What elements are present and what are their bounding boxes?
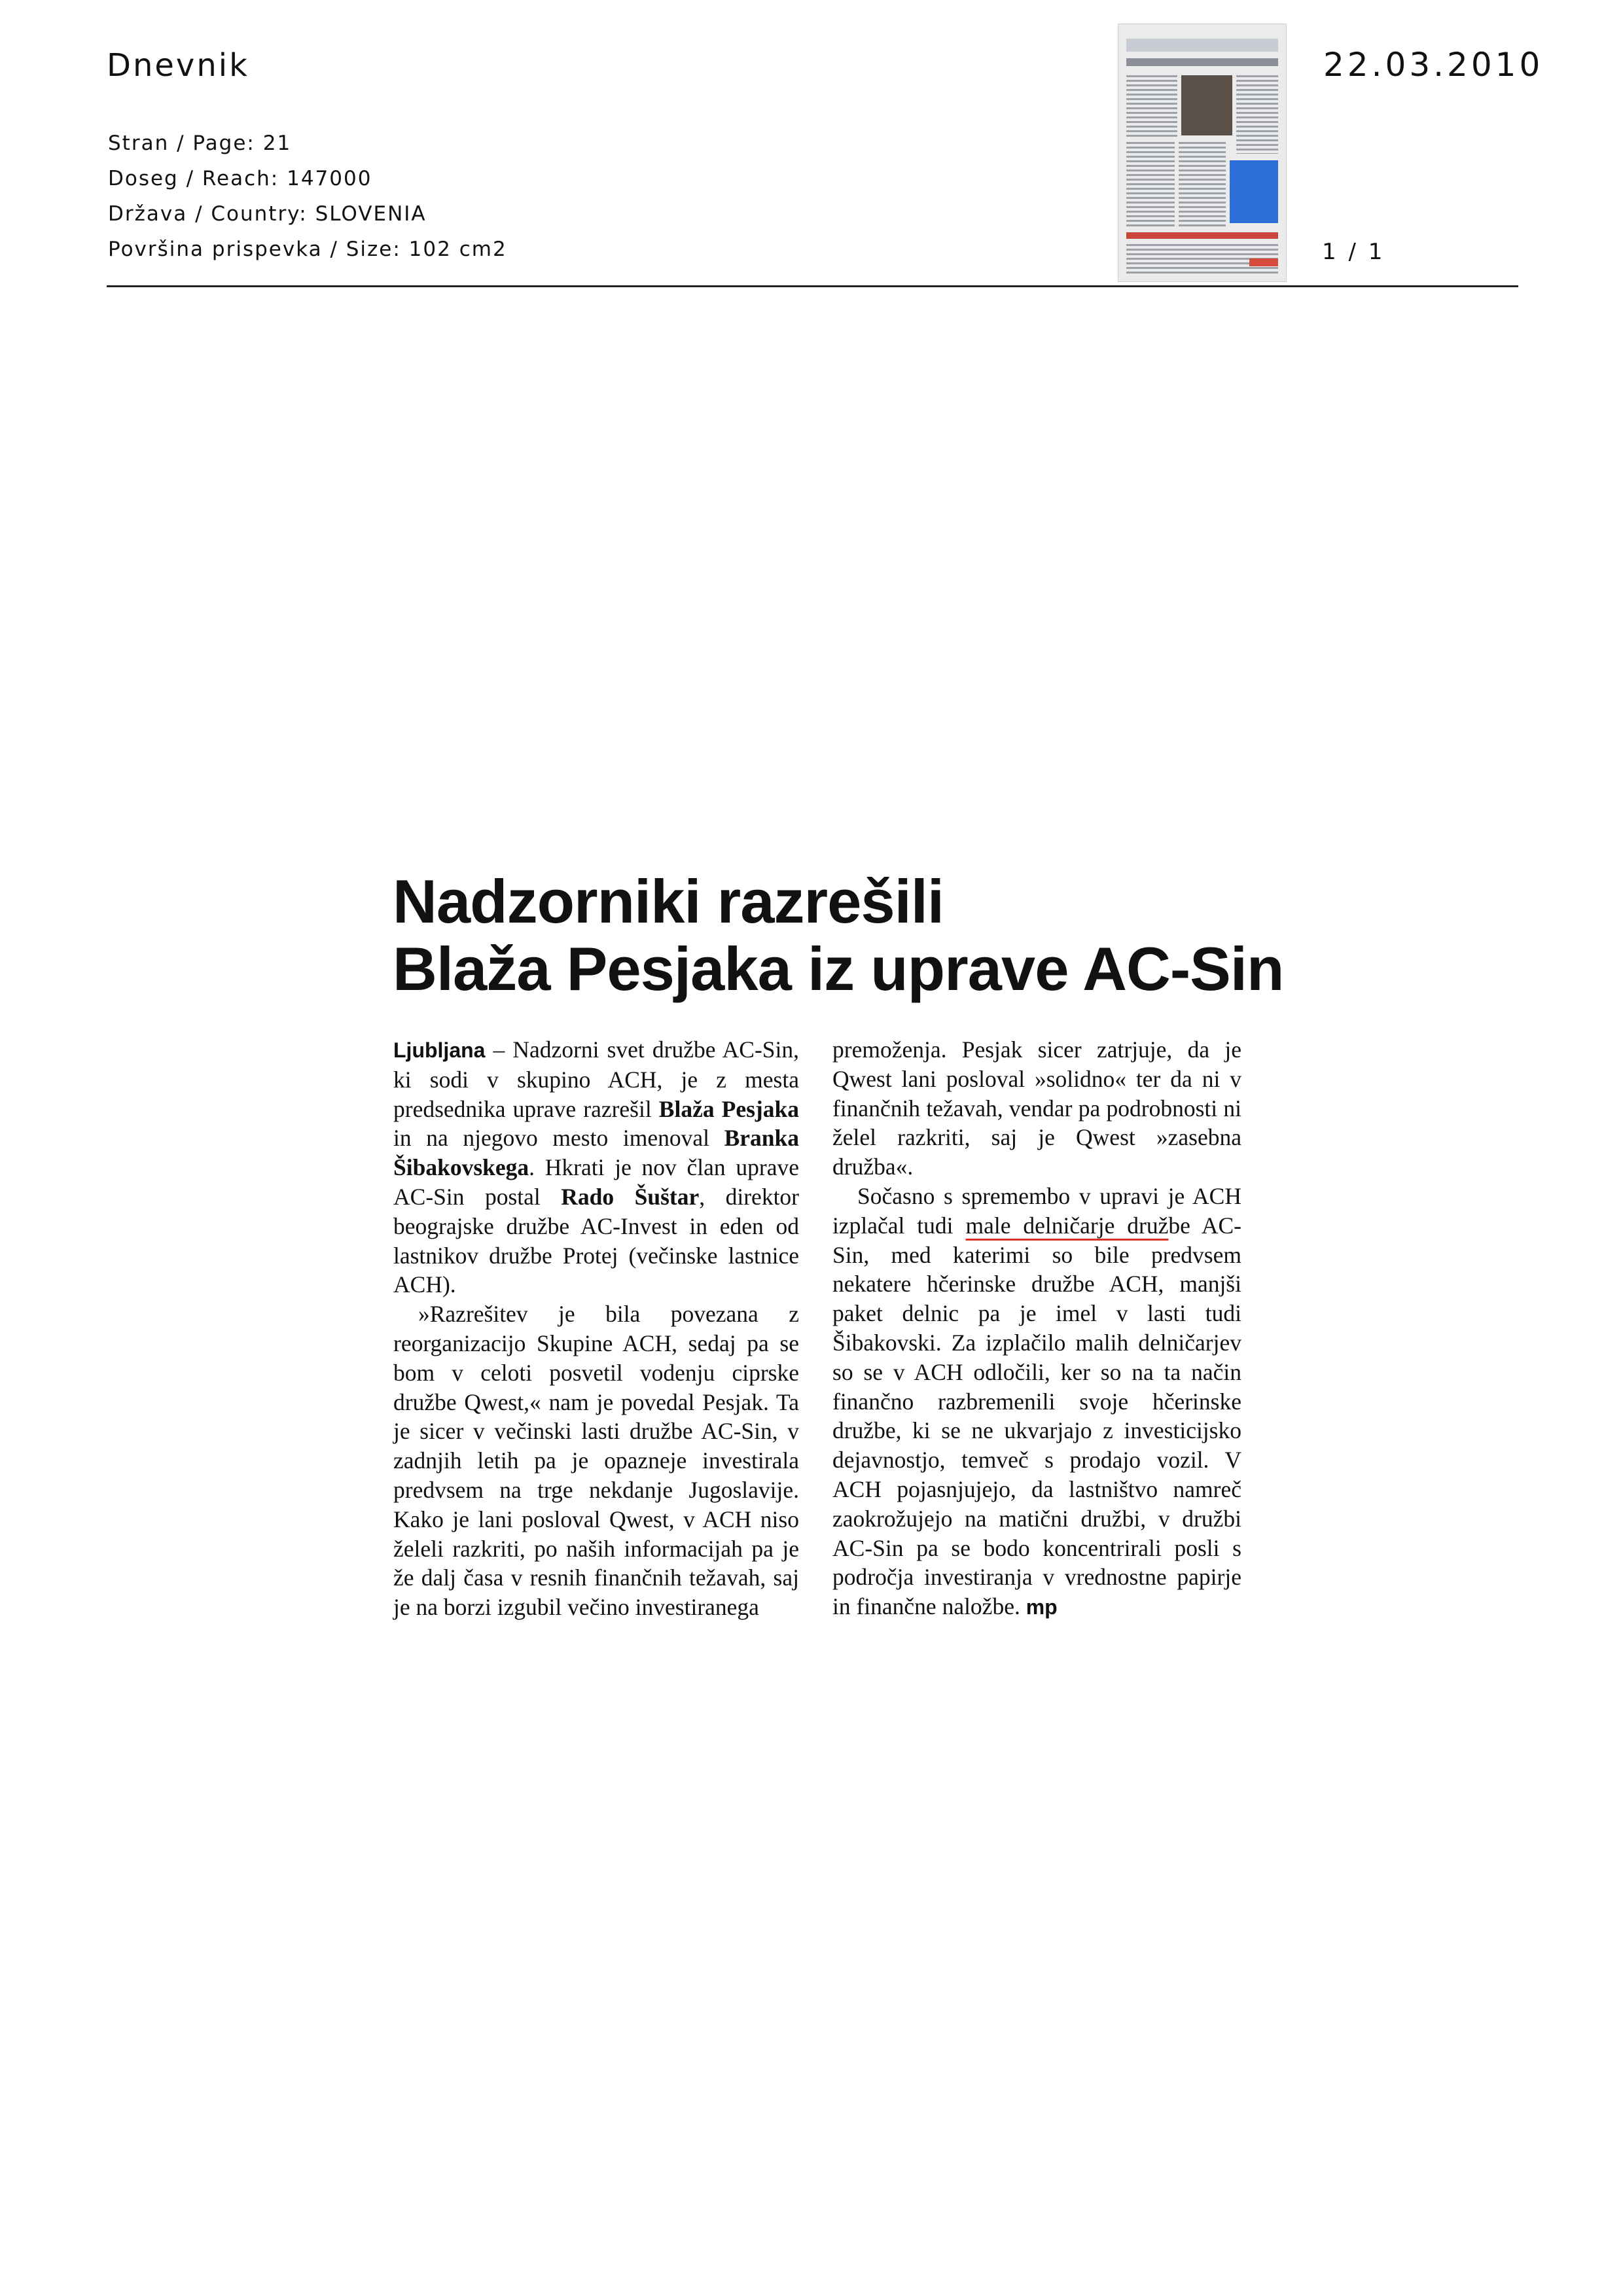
headline-line-2: Blaža Pesjaka iz uprave AC-Sin	[393, 934, 1284, 1003]
source-title: Dnevnik	[107, 47, 249, 84]
paragraph-2-continued: premoženja. Pesjak sicer zatrjuje, da je Qwest lani posloval »solidno« ter da ni v finančnih težavah, vendar pa podrobnosti ni želel razkriti, saj je Qwest »zasebna družba«.	[832, 1036, 1241, 1180]
page-count: 1 / 1	[1322, 239, 1385, 265]
article-headline	[393, 867, 1284, 1003]
meta-reach: Doseg / Reach: 147000	[108, 167, 372, 190]
header-divider	[107, 285, 1518, 287]
meta-size: Površina prispevka / Size: 102 cm2	[108, 238, 507, 261]
meta-page: Stran / Page: 21	[108, 132, 292, 155]
meta-country: Država / Country: SLOVENIA	[108, 202, 427, 226]
article-column-2	[832, 1035, 1241, 1622]
author-signature: mp	[1026, 1595, 1058, 1619]
dateline: Ljubljana	[393, 1038, 486, 1062]
person-name: Blaža Pesjaka	[658, 1095, 799, 1122]
person-name: Branka Šibakovskega	[393, 1125, 799, 1181]
paragraph-2: »Razrešitev je bila povezana z reorganizacijo Skupine ACH, sedaj pa se bom v celoti posvetil vodenju ciprske družbe Qwest,« nam je povedal Pesjak. Ta je sicer v večinski lasti družbe AC-Sin, v zadnjih letih pa je opazneje investirala predvsem na trge nekdanje Jugoslavije. Kako je lani posloval Qwest, v ACH niso želeli razkriti, po naših informacijah pa je že dalj časa v resnih finančnih težavah, saj je na borzi izgubil večino investiranega	[393, 1301, 799, 1621]
highlighted-phrase: male delničarje druž	[965, 1212, 1169, 1239]
page-thumbnail	[1118, 24, 1287, 282]
clipping-date: 22.03.2010	[1323, 46, 1544, 84]
paragraph-1: Ljubljana – Nadzorni svet družbe AC-Sin, ki sodi v skupino ACH, je z mesta predsednika uprave razrešil Blaža Pesjaka in na njegovo mesto imenoval Branka Šibakovskega. Hkrati je nov član uprave AC-Sin postal Rado Šuštar, direktor beograjske družbe AC-Invest in eden od lastnikov družbe Protej (večinske lastnice ACH).	[393, 1036, 799, 1298]
paragraph-3: Sočasno s spremembo v upravi je ACH izplačal tudi male delničarje družbe AC-Sin, med katerimi so bile predvsem nekatere hčerinske družbe ACH, manjši paket delnic pa je imel v lasti tudi Šibakovski. Za izplačilo malih delničarjev so se v ACH odločili, ker so na ta način finančno razbremenili svoje hčerinske družbe, ki se ne ukvarjajo z investicijsko dejavnostjo, temveč s prodajo vozil. V ACH pojasnjujejo, da lastništvo namreč zaokrožujejo na matični družbi, v družbi AC-Sin pa se bodo koncentrirali posli s področja investiranja v vrednostne papirje in finančne naložbe. mp	[832, 1182, 1242, 1620]
thumbnail-photo	[1181, 75, 1232, 135]
headline-line-1: Nadzorniki razrešili	[393, 867, 944, 936]
person-name: Rado Šuštar	[561, 1183, 700, 1210]
article-column-1	[393, 1035, 799, 1622]
clipping-meta	[108, 126, 507, 267]
